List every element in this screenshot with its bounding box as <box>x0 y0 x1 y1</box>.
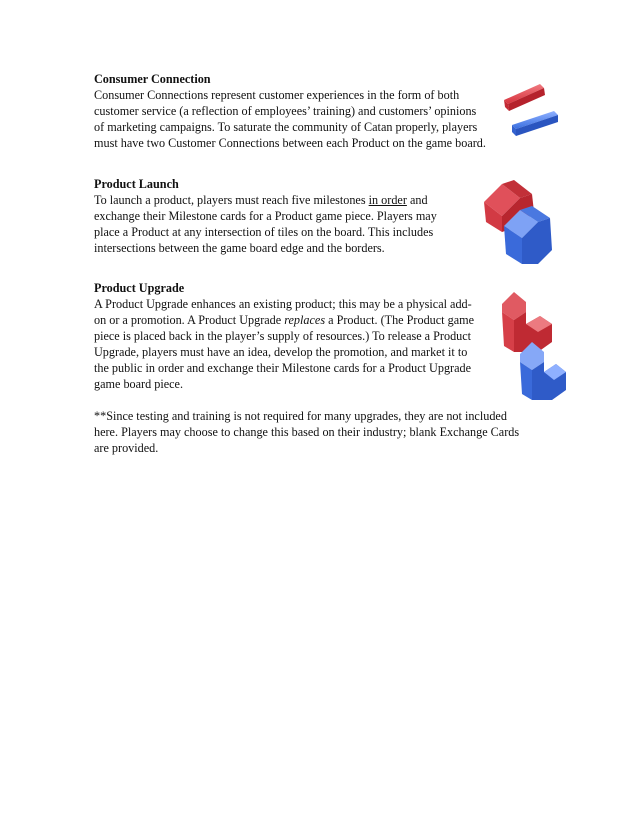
city-pieces-image <box>496 290 568 402</box>
consumer-connection-heading: Consumer Connection <box>94 72 211 86</box>
text-run: To launch a product, players must reach five milestones <box>94 193 369 207</box>
settlement-pieces-image <box>480 176 564 272</box>
paragraph-line: Upgrade, players must have an idea, develop the promotion, and market it to <box>94 345 468 359</box>
note-line: are provided. <box>94 441 159 455</box>
red-road-piece <box>504 84 545 111</box>
paragraph-line: exchange their Milestone cards for a Product game piece. Players may <box>94 209 437 223</box>
paragraph-line: intersections between the game board edge and the borders. <box>94 241 385 255</box>
note-line: here. Players may choose to change this based on their industry; blank Exchange Cards <box>94 425 520 439</box>
underlined-text: in order <box>368 193 407 207</box>
paragraph-line: customer service (a reflection of employees’ training) and customers’ opinions <box>94 104 477 118</box>
product-launch-heading: Product Launch <box>94 177 179 191</box>
text-run: and <box>406 193 428 207</box>
red-city-piece <box>502 292 552 352</box>
paragraph-line: of marketing campaigns. To saturate the community of Catan properly, players <box>94 120 478 134</box>
paragraph-line <box>94 192 437 208</box>
consumer-connection-section <box>94 71 486 151</box>
paragraph-gap <box>94 392 519 408</box>
blue-city-piece <box>520 342 566 400</box>
paragraph-line: game board piece. <box>94 377 183 391</box>
blue-road-piece <box>512 111 558 136</box>
text-run: a Product. (The Product game <box>325 313 474 327</box>
note-line: **Since testing and training is not required for many upgrades, they are not included <box>94 409 507 423</box>
paragraph-line: place a Product at any intersection of tiles on the board. This includes <box>94 225 434 239</box>
paragraph-line: the public in order and exchange their Milestone cards for a Product Upgrade <box>94 361 472 375</box>
text-run: on or a promotion. A Product Upgrade <box>94 313 285 327</box>
italic-text: replaces <box>284 313 326 327</box>
product-launch-section <box>94 176 437 256</box>
paragraph-line: Consumer Connections represent customer experiences in the form of both <box>94 88 460 102</box>
paragraph-line <box>94 312 519 328</box>
paragraph-line: A Product Upgrade enhances an existing product; this may be a physical add- <box>94 297 472 311</box>
paragraph-line: piece is placed back in the player’s supply of resources.) To release a Product <box>94 329 472 343</box>
paragraph-line: must have two Customer Connections between each Product on the game board. <box>94 136 486 150</box>
product-upgrade-section <box>94 280 519 456</box>
product-upgrade-heading: Product Upgrade <box>94 281 185 295</box>
road-pieces-image <box>498 78 562 140</box>
